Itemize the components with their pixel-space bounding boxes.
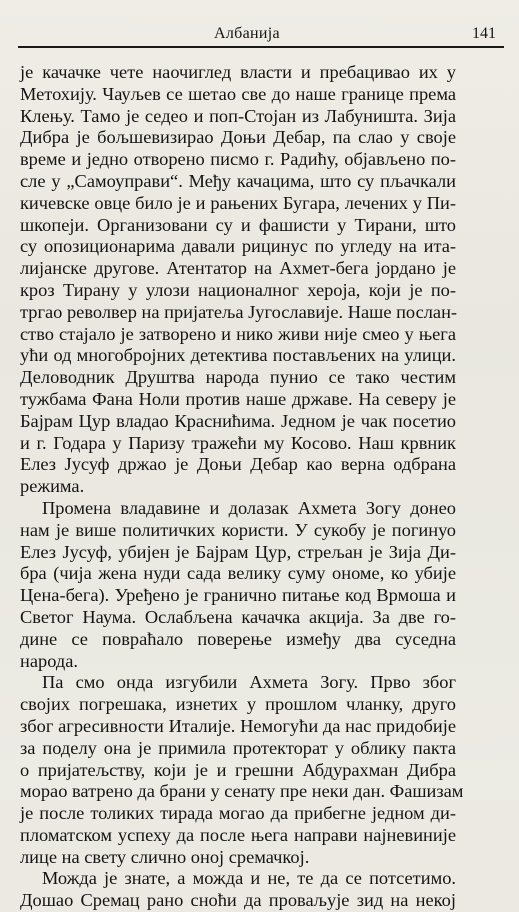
text-line: шкопеји. Организовани су и фашисти у Тирани, што [20, 214, 456, 235]
text-line: Елез Јусуф, убијен је Бајрам Цур, стрељан је Зија Ди- [20, 541, 456, 562]
paragraph-3 [20, 672, 464, 868]
text-line: и г. Годара у Паризу тражећи му Косово. Наш крвник [20, 432, 456, 453]
text-line: за поделу она је примила протекторат у облику пакта [20, 737, 456, 758]
text-line: су опозиционарима давали рицинус по угледу на ита- [20, 236, 456, 257]
running-head: Албанија [214, 25, 280, 42]
text-line: Дошао Сремац рано сноћи да проваљује зид на некој [20, 890, 456, 911]
text-line: Светог Наума. Ослабљена качачка акција. За две го- [20, 606, 456, 627]
body-text [20, 62, 464, 912]
text-line: лијанске другове. Атентатор на Ахмет-бега јордано је [20, 258, 456, 279]
text-line: Клењу. Тамо је седео и поп-Стојан из Лабуништа. Зија [20, 105, 456, 126]
page-number: 141 [472, 25, 496, 42]
text-line: лице на свету слично оној сремачкој. [20, 846, 310, 867]
text-line: време и једно отворено писмо г. Радићу, објављено по- [20, 149, 456, 170]
text-line: бра (чија жена нуди сада велику суму ономе, ко убије [20, 563, 456, 584]
text-line: због агресивности Италије. Немогући да нас придобије [20, 715, 456, 736]
text-line: Промена владавине и долазак Ахмета Зогу донео [42, 497, 456, 518]
text-line: Дибра је бољшевизирао Доњи Дебар, па слао у своје [20, 127, 456, 148]
text-line: Деловодник Друштва народа пунио се тако честим [20, 367, 456, 388]
text-line: Можда је знате, а можда и не, те да се потсетимо. [42, 868, 456, 889]
text-line: Бајрам Цур владао Краснићима. Једном је чак посетио [20, 410, 456, 431]
text-line: кроз Тирану у улози националног хероја, који је по- [20, 279, 456, 300]
text-line: својих погрешака, изнетих у прошлом чланку, друго [20, 694, 456, 715]
text-line: Цена-бега). Уређено је гранично питање код Врмоша и [20, 585, 456, 606]
text-line: о пријатељству, који је и грешни Абдурахман Дибра [20, 759, 456, 780]
text-line: народа. [20, 650, 78, 671]
paragraph-4 [20, 868, 456, 912]
text-line: режима. [20, 476, 85, 497]
page-header [18, 22, 504, 48]
text-line: тргао револвер на пријатеља Југославије. Наше послан- [20, 301, 458, 322]
text-line: нам је више политичких користи. У сукобу је погинуо [20, 519, 456, 540]
text-line: кичевске овце било је и рањених Бугара, лечених у Пи- [20, 192, 456, 213]
paragraph-1 [20, 62, 456, 498]
text-line: је качачке чете наочиглед власти и пребацивао их у [20, 62, 456, 82]
text-line: Па смо онда изгубили Ахмета Зогу. Прво због [42, 672, 456, 693]
text-line: ство стајало је затворено и нико живи није смео у њега [20, 323, 456, 344]
text-line: ући од многобројних детектива постављених на улици. [20, 345, 456, 366]
text-line: сле у „Самоуправи“. Међу качацима, што су пљачкали [20, 170, 456, 191]
text-line: пломатском успеху да после њега направи најневиније [20, 824, 456, 845]
text-line: тужбама Фана Ноли против наше државе. На северу је [20, 388, 456, 409]
text-line: дине се повраћало поверење између два суседна [20, 628, 456, 649]
text-line: морао ватрено да брани у сенату пре неки дан. Фашизам [20, 781, 464, 802]
text-line: Елез Јусуф држао је Доњи Дебар као верна одбрана [20, 454, 456, 475]
paragraph-2 [20, 498, 456, 672]
text-line: је после толиких тирада могао да прибегне једном ди- [20, 803, 456, 824]
text-line: Метохију. Чауљев се шетао све до наше границе према [20, 83, 456, 104]
